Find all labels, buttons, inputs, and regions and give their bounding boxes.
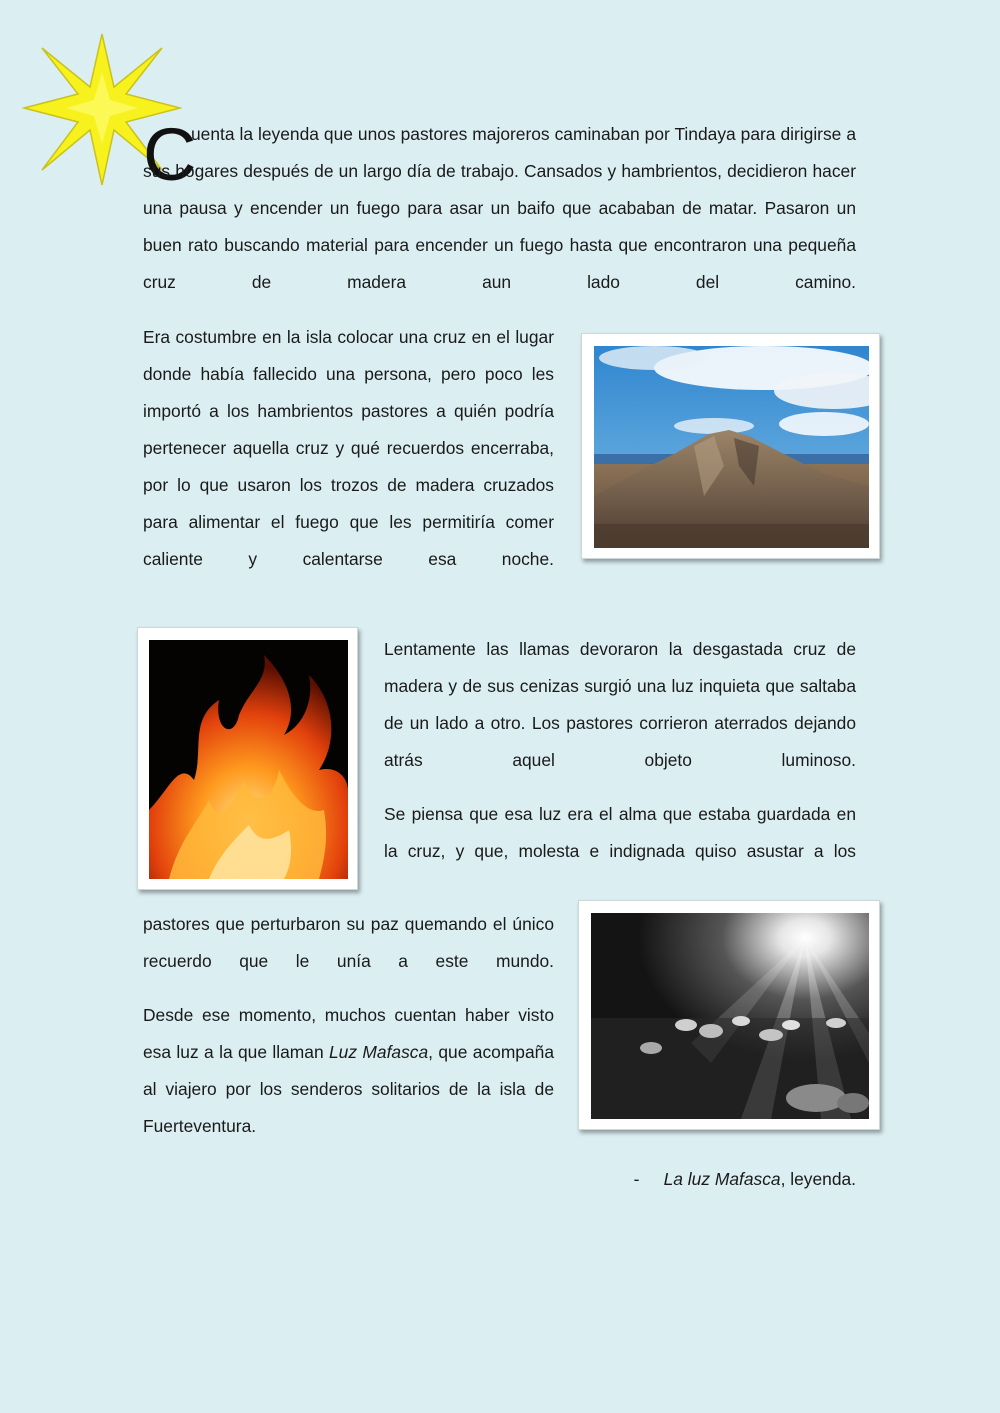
signature-dash: - bbox=[633, 1169, 640, 1189]
paragraph-flames: Lentamente las llamas devoraron la desgastada cruz de madera y de sus cenizas surgió una luz inquieta que saltaba de un lado a otro. Los pastores corrieron aterrados dejando atrás aquel objeto luminoso. bbox=[384, 639, 856, 770]
paragraph-text: , que acompaña al viajero por los senderos solitarios de la isla de Fuerteventura. bbox=[143, 1042, 554, 1136]
sheep-light-image bbox=[591, 913, 869, 1119]
paragraph-soul-end: pastores que perturbaron su paz quemando el único recuerdo que le unía a este mundo. bbox=[143, 914, 554, 971]
drop-cap: C bbox=[143, 113, 197, 196]
paragraph-cross-custom: Era costumbre en la isla colocar una cruz en el lugar donde había fallecido una persona, pero poco les importó a los hambrientos pastores a quién podría pertenecer aquella cruz y qué recuerdos encerraba, por lo que usaron los trozos de madera cruzados para alimentar el fuego que les permitiría comer caliente y calentarse esa noche. bbox=[143, 327, 554, 569]
photo-sheep-light bbox=[578, 900, 880, 1130]
mountain-landscape-image bbox=[594, 346, 869, 548]
signature-rest: , leyenda. bbox=[780, 1169, 856, 1189]
paragraph-intro: uenta la leyenda que unos pastores majoreros caminaban por Tindaya para dirigirse a sus hogares después de un largo día de trabajo. Cansados y hambrientos, decidieron hacer una pausa y encender un fuego para asar un baifo que acababan de matar. Pasaron un buen rato buscando material para encender un fuego hasta que encontraron una pequeña cruz de madera aun lado del camino. bbox=[143, 124, 856, 292]
paragraph-soul-start: Se piensa que esa luz era el alma que estaba guardada en la cruz, y que, molesta e indignada quiso asustar a los bbox=[384, 804, 856, 861]
paragraph-text: Desde ese momento, muchos cuentan haber visto esa luz a la que llaman bbox=[143, 1005, 554, 1062]
signature-line bbox=[634, 1161, 856, 1198]
signature-title: La luz Mafasca bbox=[663, 1169, 781, 1189]
photo-fire bbox=[137, 627, 358, 890]
flames-image bbox=[149, 640, 348, 879]
photo-tindaya-mountain bbox=[581, 333, 880, 559]
paragraph-luz-mafasca bbox=[143, 997, 554, 1145]
luz-mafasca-italic: Luz Mafasca bbox=[329, 1042, 429, 1062]
